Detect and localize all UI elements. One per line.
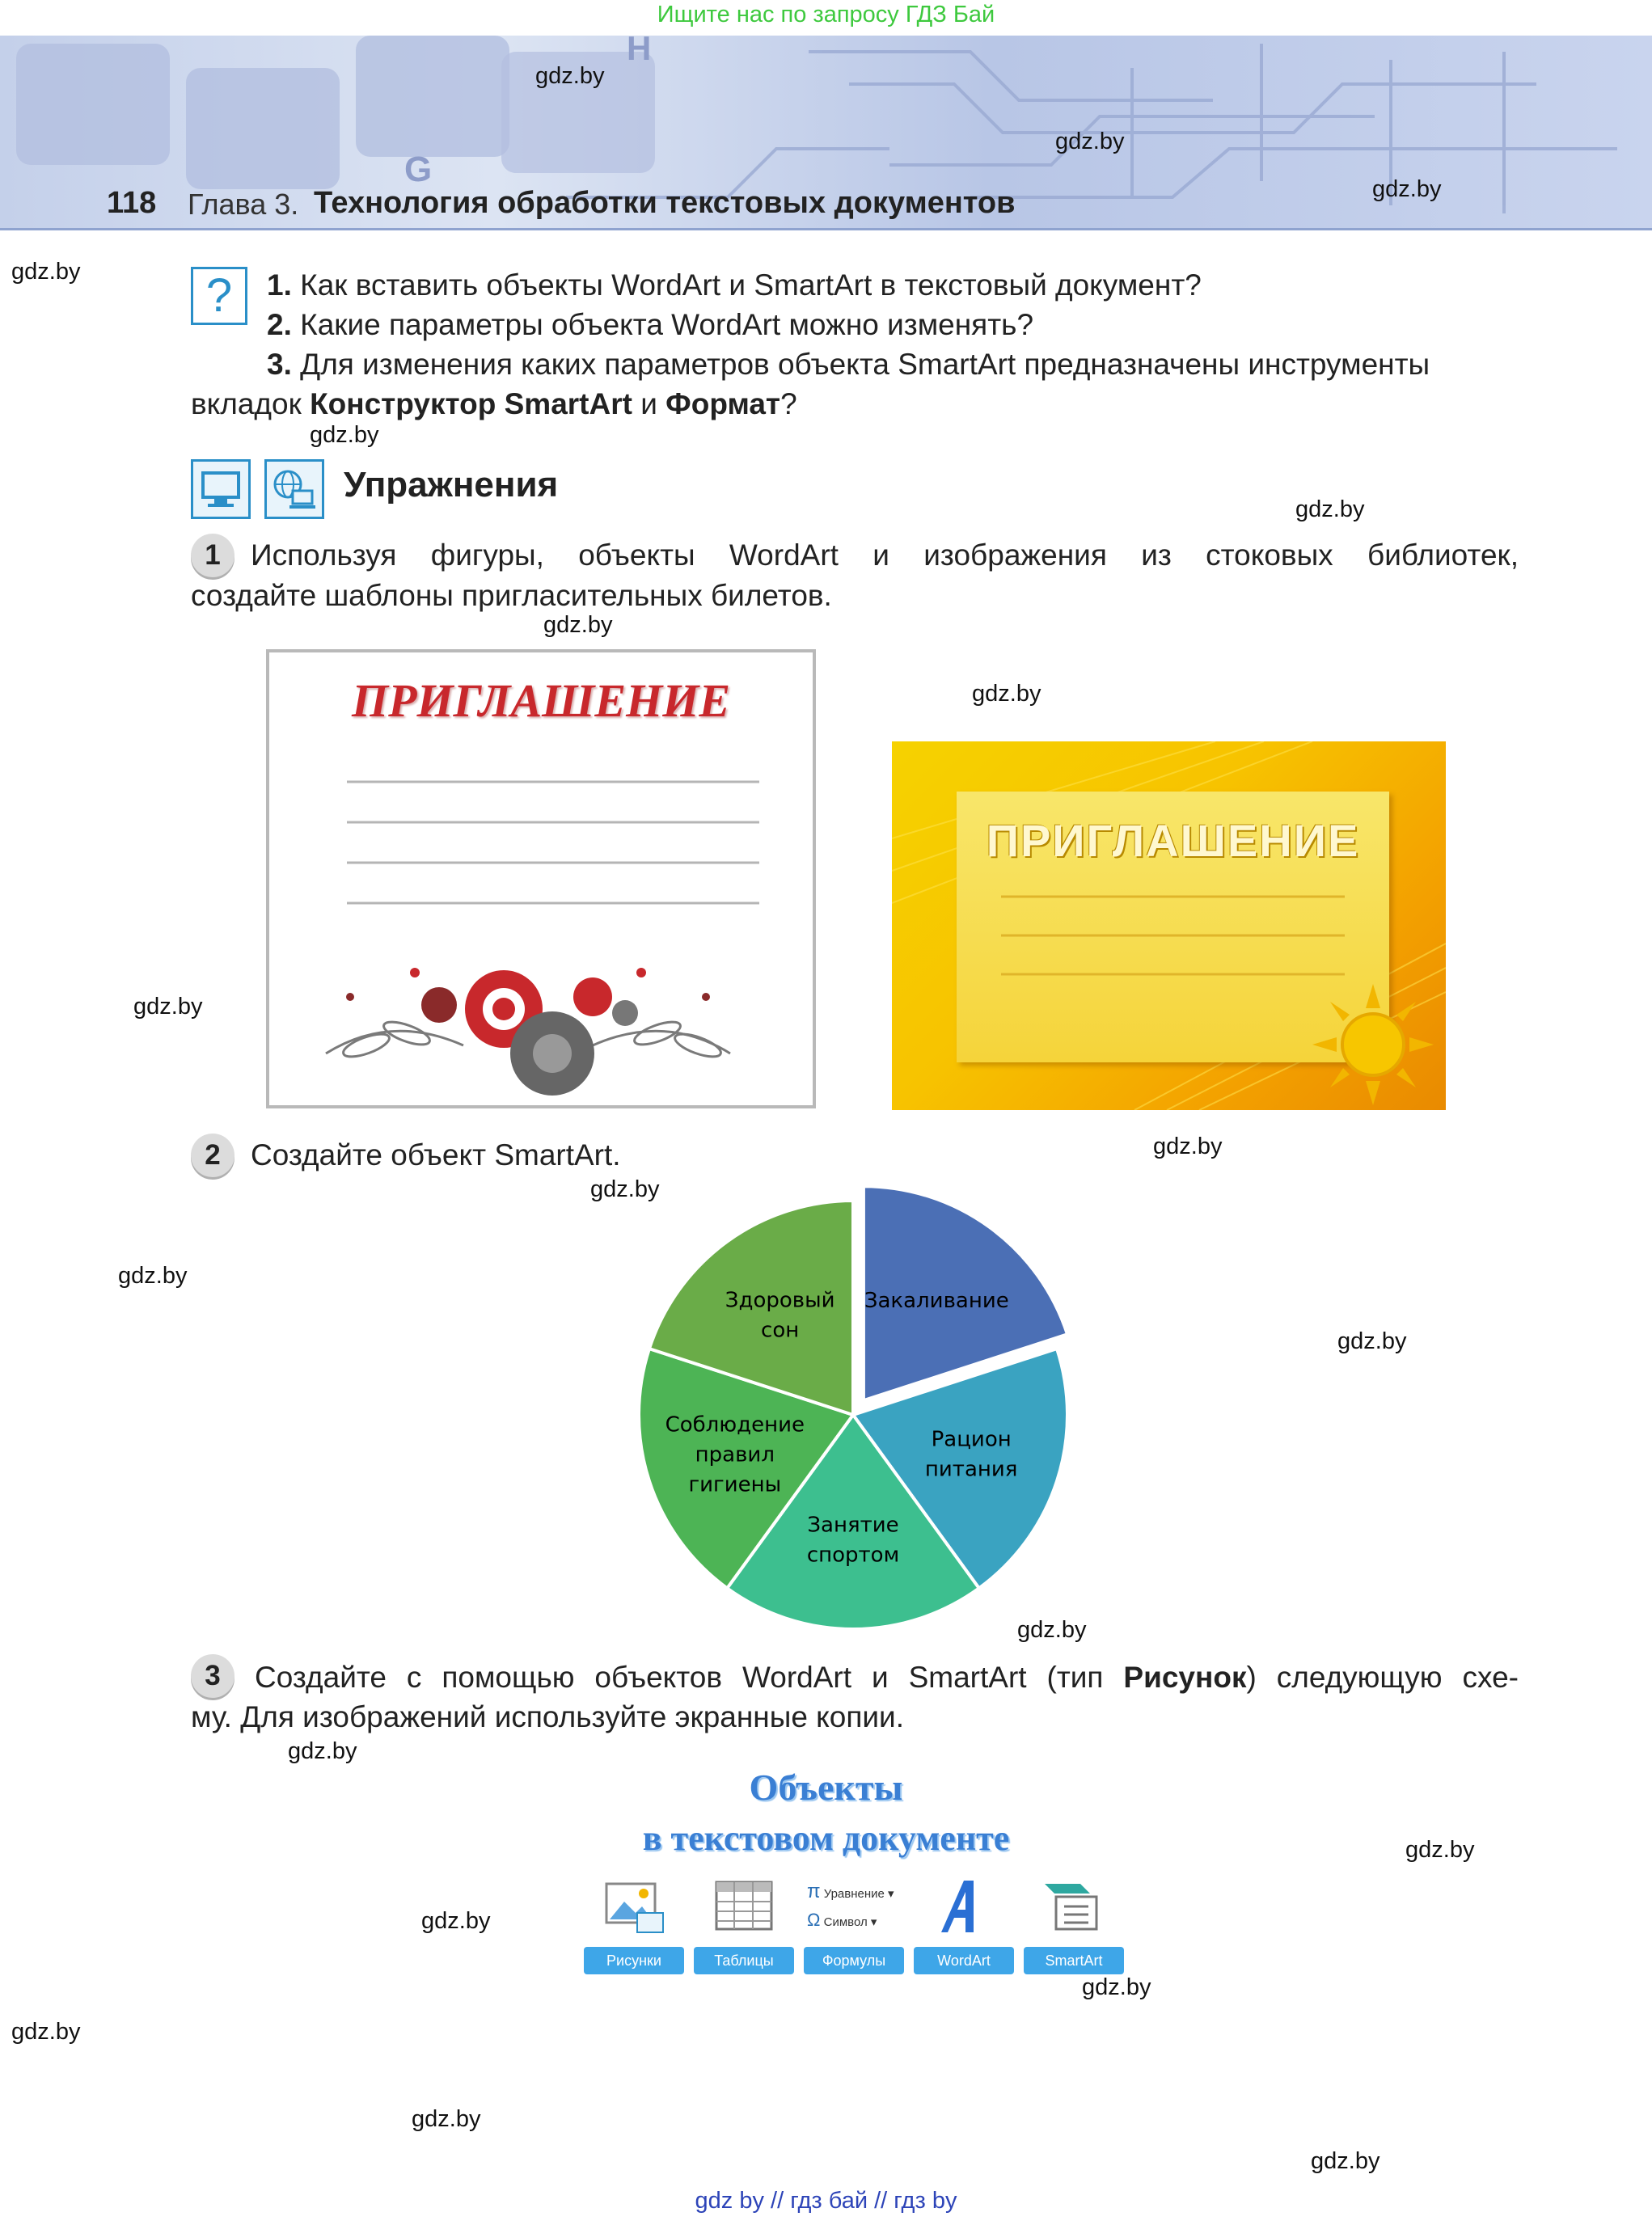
smartart-pie xyxy=(631,1172,1084,1641)
watermark: gdz.by xyxy=(1295,496,1365,522)
question-number: 3. xyxy=(267,348,292,381)
exercise-3-line1 xyxy=(255,1657,1519,1697)
text-span: ? xyxy=(780,387,797,420)
watermark: gdz.by xyxy=(1055,129,1125,154)
question-3 xyxy=(267,344,1430,384)
invitation-title: ПРИГЛАШЕНИЕ xyxy=(351,674,731,727)
watermark: gdz.by xyxy=(1311,2148,1380,2174)
svg-text:G: G xyxy=(404,150,433,189)
watermark: gdz.by xyxy=(1082,1974,1151,2000)
watermark: gdz.by xyxy=(1017,1617,1087,1643)
picture-icon xyxy=(600,1877,668,1937)
tool-label: WordArt xyxy=(914,1947,1014,1974)
watermark: gdz.by xyxy=(310,422,379,448)
watermark: gdz.by xyxy=(11,259,81,285)
question-1 xyxy=(267,265,1202,305)
question-icon: ? xyxy=(191,267,247,325)
table-icon xyxy=(710,1877,778,1937)
text-span: и xyxy=(632,387,666,420)
top-search-note: Ищите нас по запросу ГДЗ Бай xyxy=(657,2,995,27)
tool-wordart xyxy=(914,1874,1014,1974)
internet-icon xyxy=(264,459,324,519)
formula-menu-item: Символ xyxy=(823,1915,868,1929)
watermark: gdz.by xyxy=(412,2106,481,2132)
watermark: gdz.by xyxy=(535,63,605,89)
question-2 xyxy=(267,305,1033,344)
tool-label: Таблицы xyxy=(694,1947,794,1974)
banner-divider xyxy=(0,228,1652,230)
watermark: gdz.by xyxy=(421,1908,491,1934)
watermark: gdz.by xyxy=(543,612,613,638)
bold-term: Формат xyxy=(665,387,781,420)
pie-segment-label: Рацион питания xyxy=(924,1427,1018,1482)
invitation-template-white xyxy=(266,649,816,1108)
exercise-number-badge: 2 xyxy=(191,1134,234,1177)
pi-icon: π xyxy=(807,1881,821,1902)
footer-links[interactable]: gdz by // гдз бай // гдз by xyxy=(695,2188,957,2214)
bold-term: Конструктор SmartArt xyxy=(310,387,632,420)
wordart-title-line2: в текстовом документе xyxy=(642,1818,1010,1858)
svg-text:H: H xyxy=(627,36,652,67)
pie-segment-label: Занятие спортом xyxy=(806,1513,900,1568)
exercise-2-text: Создайте объект SmartArt. xyxy=(251,1138,621,1172)
formula-menu: π Уравнение ▾ xyxy=(807,1881,894,1902)
question-text: Для изменения каких параметров объекта SmartArt предназначены инструменты xyxy=(300,348,1430,381)
text-span: вкладок xyxy=(191,387,311,420)
exercises-heading: Упражнения xyxy=(344,465,559,505)
watermark: gdz.by xyxy=(972,681,1041,707)
tool-label: Рисунки xyxy=(584,1947,684,1974)
watermark: gdz.by xyxy=(288,1738,357,1764)
exercise-1-line2: создайте шаблоны пригласительных билетов. xyxy=(191,579,832,612)
computer-icon xyxy=(191,459,251,519)
chapter-title: Технология обработки текстовых документов xyxy=(314,186,1016,220)
exercise-1-line1: Используя фигуры, объекты WordArt и изображения из стоковых библиотек, xyxy=(251,538,1519,572)
pie-segment-label: Закаливание xyxy=(864,1288,1009,1313)
formula-menu-item: Уравнение xyxy=(823,1887,885,1901)
exercise-number-badge: 3 xyxy=(191,1654,234,1698)
smartart-icon xyxy=(1040,1877,1108,1937)
chapter-label: Глава 3. xyxy=(188,188,299,221)
invitation-title: ПРИГЛАШЕНИЕ xyxy=(986,815,1360,866)
question-number: 2. xyxy=(267,308,292,341)
page-number: 118 xyxy=(107,186,157,220)
tool-pictures xyxy=(584,1874,684,1974)
wordart-icon xyxy=(930,1877,998,1937)
wordart-title-line1: Объекты xyxy=(749,1767,903,1808)
watermark: gdz.by xyxy=(118,1263,188,1289)
watermark: gdz.by xyxy=(590,1176,660,1202)
question-3-continued xyxy=(191,384,797,424)
tool-label: Формулы xyxy=(804,1947,904,1974)
pie-segment-label: Здоровый сон xyxy=(725,1288,835,1343)
watermark: gdz.by xyxy=(1337,1328,1407,1354)
watermark: gdz.by xyxy=(11,2019,81,2045)
watermark: gdz.by xyxy=(133,994,203,1020)
bold-term: Рисунок xyxy=(1123,1661,1247,1694)
tool-formulas xyxy=(804,1874,904,1974)
tool-smartart xyxy=(1024,1874,1124,1974)
watermark: gdz.by xyxy=(1405,1837,1475,1863)
tool-tables xyxy=(694,1874,794,1974)
text-span: ) следующую схе- xyxy=(1246,1661,1519,1694)
question-number: 1. xyxy=(267,268,292,302)
omega-icon: Ω xyxy=(807,1910,821,1930)
question-text: Какие параметры объекта WordArt можно изменять? xyxy=(300,308,1034,341)
exercise-3-line2: му. Для изображений используйте экранные копии. xyxy=(191,1700,905,1733)
watermark: gdz.by xyxy=(1153,1134,1223,1159)
flower-ornament-icon xyxy=(318,956,738,1102)
question-text: Как вставить объекты WordArt и SmartArt в текстовый документ? xyxy=(300,268,1202,302)
watermark: gdz.by xyxy=(1372,176,1442,202)
invitation-template-yellow xyxy=(892,741,1446,1110)
sun-icon xyxy=(1312,984,1434,1105)
exercise-number-badge: 1 xyxy=(191,534,234,577)
symbol-menu: Ω Символ ▾ xyxy=(807,1910,877,1930)
tool-label: SmartArt xyxy=(1024,1947,1124,1974)
text-span: Создайте с помощью объектов WordArt и SmartArt (тип xyxy=(255,1661,1124,1694)
pie-segment-label: Соблюдение правил гигиены xyxy=(665,1412,805,1497)
